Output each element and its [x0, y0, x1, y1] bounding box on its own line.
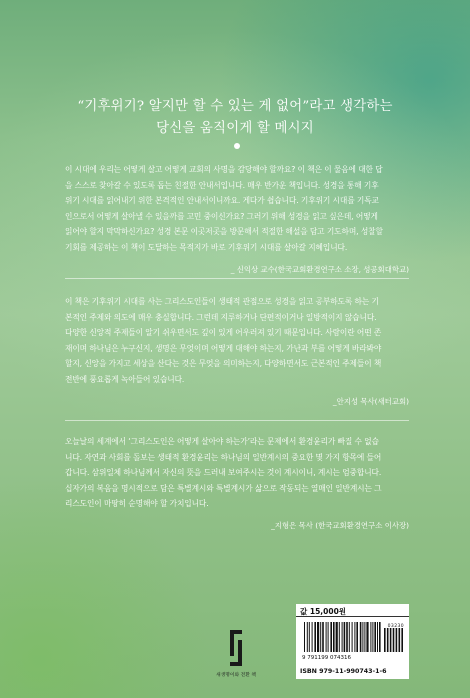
text-line: 리스도인이 마땅히 순명해야 할 가치입니다.	[65, 499, 209, 509]
barcode-addon-bar	[393, 628, 395, 652]
barcode-bar	[317, 622, 319, 652]
barcode-bar	[320, 622, 321, 652]
barcode-bar	[333, 622, 335, 652]
text-line: 니다. 자연과 사회를 돌보는 생태적 환경윤리는 하나님의 일반계시의 중요한 몇 가지 항목에 들어	[65, 452, 382, 462]
text-line: 이 시대에 우리는 어떻게 살고 어떻게 교회의 사명을 감당해야 할까요? 이 책은 이 물음에 대한 답	[65, 165, 383, 174]
barcode-bar	[314, 622, 316, 652]
price: 값 15,000원	[300, 607, 347, 616]
barcode-bar	[344, 622, 346, 652]
endorsement-2	[65, 294, 409, 408]
publisher-logo-icon	[206, 626, 266, 670]
barcode-addon-bar	[396, 628, 398, 652]
barcode-bar	[326, 622, 327, 652]
divider	[65, 278, 409, 279]
headline	[0, 96, 470, 140]
text-line: 다양한 신앙적 주제들이 알기 쉬우면서도 깊이 있게 어우러져 있기 때문입니다. 사람이란 어떤 존	[65, 328, 382, 338]
text-line: 전반에 풍요롭게 녹아들어 있습니다.	[65, 374, 185, 384]
endorsement-3-signature: _지형은 목사 (한국교회환경연구소 이사장)	[271, 520, 409, 530]
barcode-addon-bar	[399, 628, 401, 652]
barcode-bar	[354, 622, 355, 652]
text-line: 오늘날의 세계에서 ‘그리스도인은 어떻게 살아야 하는가’라는 문제에서 환경윤리가 빠질 수 없습	[65, 437, 379, 446]
barcode-bar	[342, 622, 343, 652]
barcode-bar	[349, 622, 350, 652]
divider	[65, 420, 409, 421]
barcode-digits: 9 791199 074316	[302, 655, 351, 661]
text-line: 갑니다. 삼위일체 하나님께서 자신의 뜻을 드러내 보여주시는 것이 계시이니, 계시는 엄중합니다.	[65, 468, 382, 478]
publisher-logo	[206, 626, 266, 686]
endorsement-3-text	[65, 434, 409, 512]
barcode-bar	[352, 622, 353, 652]
endorsement-2-signature: _안지성 목사(새터교회)	[332, 396, 409, 406]
publisher-name: 새생명이와 전환 책	[215, 673, 257, 678]
text-line: 위기 시대를 읽어내기 위한 본격적인 안내서이니까요. 게다가 쉽습니다. 기후위기 시대를 기독교	[65, 196, 379, 206]
text-line: 인으로서 어떻게 살아낼 수 있을까를 고민 중이신가요? 그러기 위해 성경을 읽고 싶은데, 어떻게	[65, 211, 378, 221]
barcode-bar	[379, 622, 381, 652]
barcode-bar	[364, 622, 365, 652]
barcode-addon-bar	[390, 628, 392, 652]
isbn: ISBN 979-11-990743-1-6	[300, 668, 387, 675]
barcode-box	[296, 604, 409, 679]
barcode-bar	[356, 622, 358, 652]
endorsement-1-text	[65, 162, 409, 256]
barcode-bar	[339, 622, 340, 652]
text-line: 읽어야 할지 막막하신가요? 성경 본문 이곳저곳을 방문해서 적절한 해설을 담고 기도하며, 성찰할	[65, 227, 383, 237]
text-line: 십자가의 복음을 명시적으로 담은 특별계시와 특별계시가 삶으로 작동되는 열매인 일반계시는 그	[65, 483, 382, 493]
barcode-bar	[309, 622, 310, 652]
barcode-addon-bar	[384, 628, 386, 652]
text-line: 할지, 신앙을 가지고 세상을 산다는 것은 무엇을 의미하는지, 다양하면서도 근본적인 주제들이 책	[65, 359, 382, 369]
endorsement-2-text	[65, 294, 409, 388]
headline-line-1: “기후위기? 알지만 할 수 있는 게 없어”라고 생각하는	[77, 99, 393, 114]
barcode-bar	[304, 622, 305, 652]
barcode-bar	[377, 622, 378, 652]
barcode-bar	[336, 622, 338, 652]
text-line: 이 책은 기후위기 시대를 사는 그리스도인들이 생태적 관점으로 성경을 읽고 공부하도록 하는 기	[65, 297, 379, 306]
barcode-bar	[360, 622, 362, 652]
text-line: 재이며 하나님은 누구신지, 생명은 무엇이며 어떻게 대해야 하는지, 가난과 부를 어떻게 바라봐야	[65, 343, 382, 353]
barcode-addon: 03230	[387, 624, 404, 629]
bullet-dot	[234, 143, 240, 149]
barcode-bar	[362, 622, 363, 652]
barcode-bar	[312, 622, 313, 652]
endorsement-1-signature: _ 신익상 교수(한국교회환경연구소 소장, 성공회대학교)	[230, 264, 409, 274]
barcode-addon-bar	[387, 628, 389, 652]
barcode-addon-bar	[401, 628, 403, 652]
barcode-bar	[370, 622, 371, 652]
text-line: 을 스스로 찾아갈 수 있도록 돕는 친절한 안내서입니다. 매우 반가운 책입니다. 성경을 통해 기후	[65, 180, 379, 190]
price-divider	[296, 616, 409, 617]
barcode-bar	[346, 622, 348, 652]
barcode-bar	[366, 622, 368, 652]
barcode-bar	[322, 622, 324, 652]
endorsement-3	[65, 434, 409, 532]
text-line: 기회를 제공하는 이 책이 도달하는 목적지가 바로 기후위기 시대를 살아갈 지혜입니다.	[65, 242, 348, 252]
text-line: 본적인 주제와 의도에 매우 충실합니다. 그런데 지루하거나 단편적이거나 일방적이지 않습니다.	[65, 312, 377, 322]
headline-line-2: 당신을 움직이게 할 메시지	[156, 121, 314, 136]
barcode-bar	[372, 622, 373, 652]
barcode-bar	[330, 622, 332, 652]
barcode-bar	[374, 622, 376, 652]
barcode-bar	[307, 622, 308, 652]
endorsement-1	[65, 162, 409, 276]
barcode-bar	[328, 622, 329, 652]
